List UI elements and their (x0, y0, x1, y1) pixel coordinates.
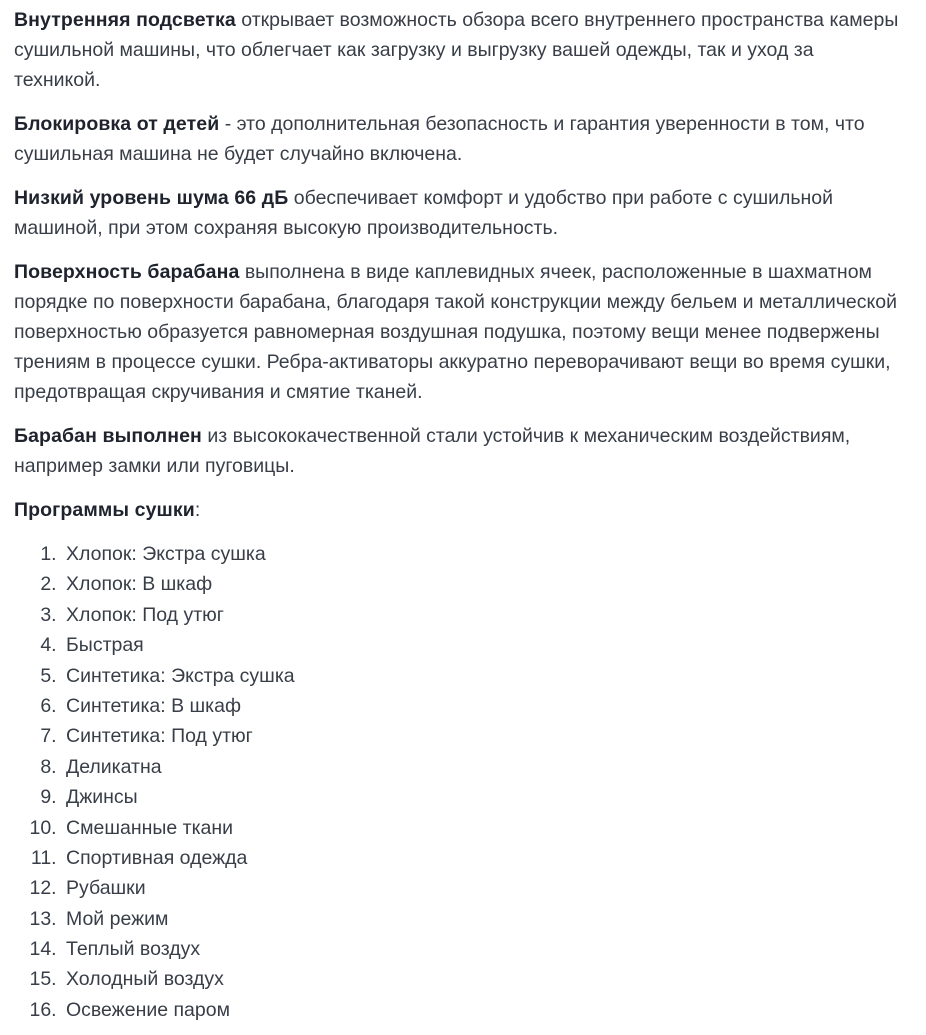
programs-heading-colon: : (194, 499, 201, 521)
list-item-program: 4. Быстрая (62, 630, 900, 660)
list-item-program: 10. Смешанные ткани (62, 813, 900, 843)
feature-text-noise-level: обеспечивает комфорт и удобство при работе с сушильной машиной, при этом сохраняя высокую производительность. (14, 187, 834, 239)
feature-text-drum-material: из высококачественной стали устойчив к механическим воздействиям, например замки или пуговицы. (14, 425, 851, 477)
paragraph-child-lock (14, 109, 900, 169)
list-item-program: 1. Хлопок: Экстра сушка (62, 539, 900, 569)
feature-text-drum-surface: выполнена в виде каплевидных ячеек, расположенные в шахматном порядке по поверхности барабана, благодаря такой конструкции между бельем и металлической поверхностью образуется равномерная воздушная подушка, поэтому вещи менее подвержены трениям в процессе сушки. Ребра-активаторы аккуратно переворачивают вещи во время сушки, предотвращая скручивания и смятие тканей. (14, 261, 898, 403)
paragraph-noise-level (14, 183, 900, 243)
list-item-program: 5. Синтетика: Экстра сушка (62, 661, 900, 691)
list-item-program: 7. Синтетика: Под утюг (62, 721, 900, 751)
list-item-program: 16. Освежение паром (62, 995, 900, 1025)
feature-title-inner-light: Внутренняя подсветка (14, 9, 236, 31)
paragraph-programs-heading (14, 495, 900, 525)
list-item-program: 15. Холодный воздух (62, 964, 900, 994)
programs-heading: Программы сушки (14, 499, 195, 521)
paragraph-drum-surface (14, 257, 900, 407)
feature-text-inner-light: открывает возможность обзора всего внутреннего пространства камеры сушильной машины, что облегчает как загрузку и выгрузку вашей одежды, так и уход за техникой. (14, 9, 899, 91)
list-item-program: 2. Хлопок: В шкаф (62, 569, 900, 599)
feature-title-drum-surface: Поверхность барабана (14, 261, 240, 283)
feature-title-drum-material: Барабан выполнен (14, 425, 202, 447)
list-item-program: 14. Теплый воздух (62, 934, 900, 964)
paragraph-drum-material (14, 421, 900, 481)
feature-text-child-lock: - это дополнительная безопасность и гарантия уверенности в том, что сушильная машина не будет случайно включена. (14, 113, 865, 165)
paragraph-inner-light (14, 5, 900, 95)
feature-title-noise-level: Низкий уровень шума 66 дБ (14, 187, 289, 209)
list-item-program: 8. Деликатна (62, 752, 900, 782)
list-item-program: 9. Джинсы (62, 782, 900, 812)
drying-programs-list (14, 539, 900, 1025)
list-item-program: 12. Рубашки (62, 873, 900, 903)
list-item-program: 13. Мой режим (62, 904, 900, 934)
list-item-program: 6. Синтетика: В шкаф (62, 691, 900, 721)
list-item-program: 11. Спортивная одежда (62, 843, 900, 873)
list-item-program: 3. Хлопок: Под утюг (62, 600, 900, 630)
feature-title-child-lock: Блокировка от детей (14, 113, 220, 135)
